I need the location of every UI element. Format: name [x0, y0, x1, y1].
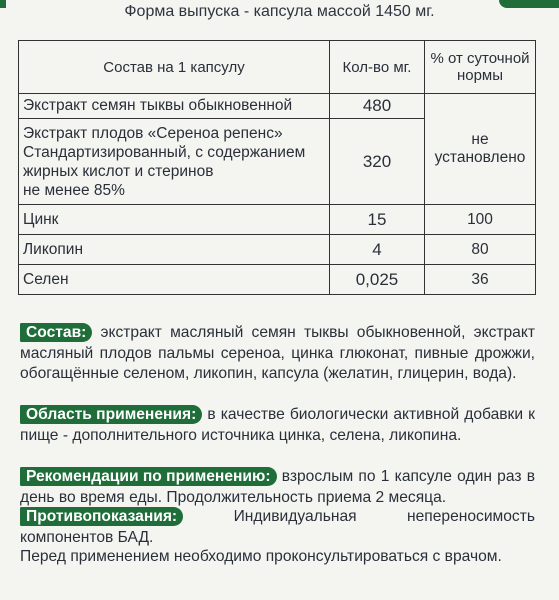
contraindications-section: [20, 507, 535, 548]
ingredient-amount: 15: [330, 205, 425, 235]
col-header-daily-percent: % от суточной нормы: [425, 41, 536, 94]
table-row: [19, 265, 536, 295]
col-header-composition: Состав на 1 капсулу: [19, 41, 330, 94]
ingredient-name: Экстракт семян тыквы обыкновенной: [19, 94, 330, 119]
table-header-row: [19, 41, 536, 94]
ingredient-amount: 4: [330, 235, 425, 265]
ingredient-name: Селен: [19, 265, 330, 295]
contraindications-text: Индивидуальная непереносимость компонентов БАД.: [20, 508, 535, 546]
ingredient-name: [19, 119, 330, 205]
ingredient-name: Ликопин: [19, 235, 330, 265]
daily-percent-not-set: не установлено: [425, 94, 536, 205]
ingredient-daily-percent: 80: [425, 235, 536, 265]
ingredient-daily-percent: 100: [425, 205, 536, 235]
ingredient-amount: 480: [330, 94, 425, 119]
contraindications-label: Противопоказания:: [20, 507, 183, 526]
consult-note: Перед применением необходимо проконсультироваться с врачом.: [20, 548, 502, 565]
ingredient-daily-percent: 36: [425, 265, 536, 295]
application-section: [20, 405, 535, 446]
table-row: [19, 235, 536, 265]
application-label: Область применения:: [20, 405, 202, 424]
ingredient-amount: 0,025: [330, 265, 425, 295]
composition-text: экстракт масляный семян тыквы обыкновенной, экстракт масляный плодов пальмы сереноа, цинка глюконат, пивные дрожжи, обогащённые селеном, ликопин, капсула (желатин, глицерин, вода).: [20, 324, 535, 382]
ingredient-amount: 320: [330, 119, 425, 205]
table-row: [19, 205, 536, 235]
recommendations-text: взрослым по 1 капсуле один раз в день во время еды. Продолжительность приема 2 месяца.: [20, 468, 535, 506]
recommendations-section: [20, 467, 535, 508]
ingredient-name-line: не менее 85%: [23, 181, 125, 199]
ingredient-name: Цинк: [19, 205, 330, 235]
composition-section: [20, 323, 535, 385]
ingredient-name-line: Экстракт плодов «Сереноа репенс»: [23, 124, 283, 142]
composition-label: Состав:: [20, 323, 92, 342]
application-text: в качестве биологически активной добавки к пище - дополнительного источника цинка, селена, ликопина.: [20, 406, 535, 444]
composition-table: [18, 40, 536, 295]
release-form-title: Форма выпуска - капсула массой 1450 мг.: [124, 3, 435, 20]
ingredient-name-line: жирных кислот и стеринов: [23, 162, 214, 180]
table-row: [19, 94, 536, 119]
recommendations-label: Рекомендации по применению:: [20, 467, 277, 486]
ingredient-name-line: Стандартизированный, с содержанием: [23, 143, 306, 161]
col-header-amount: Кол-во мг.: [330, 41, 425, 94]
